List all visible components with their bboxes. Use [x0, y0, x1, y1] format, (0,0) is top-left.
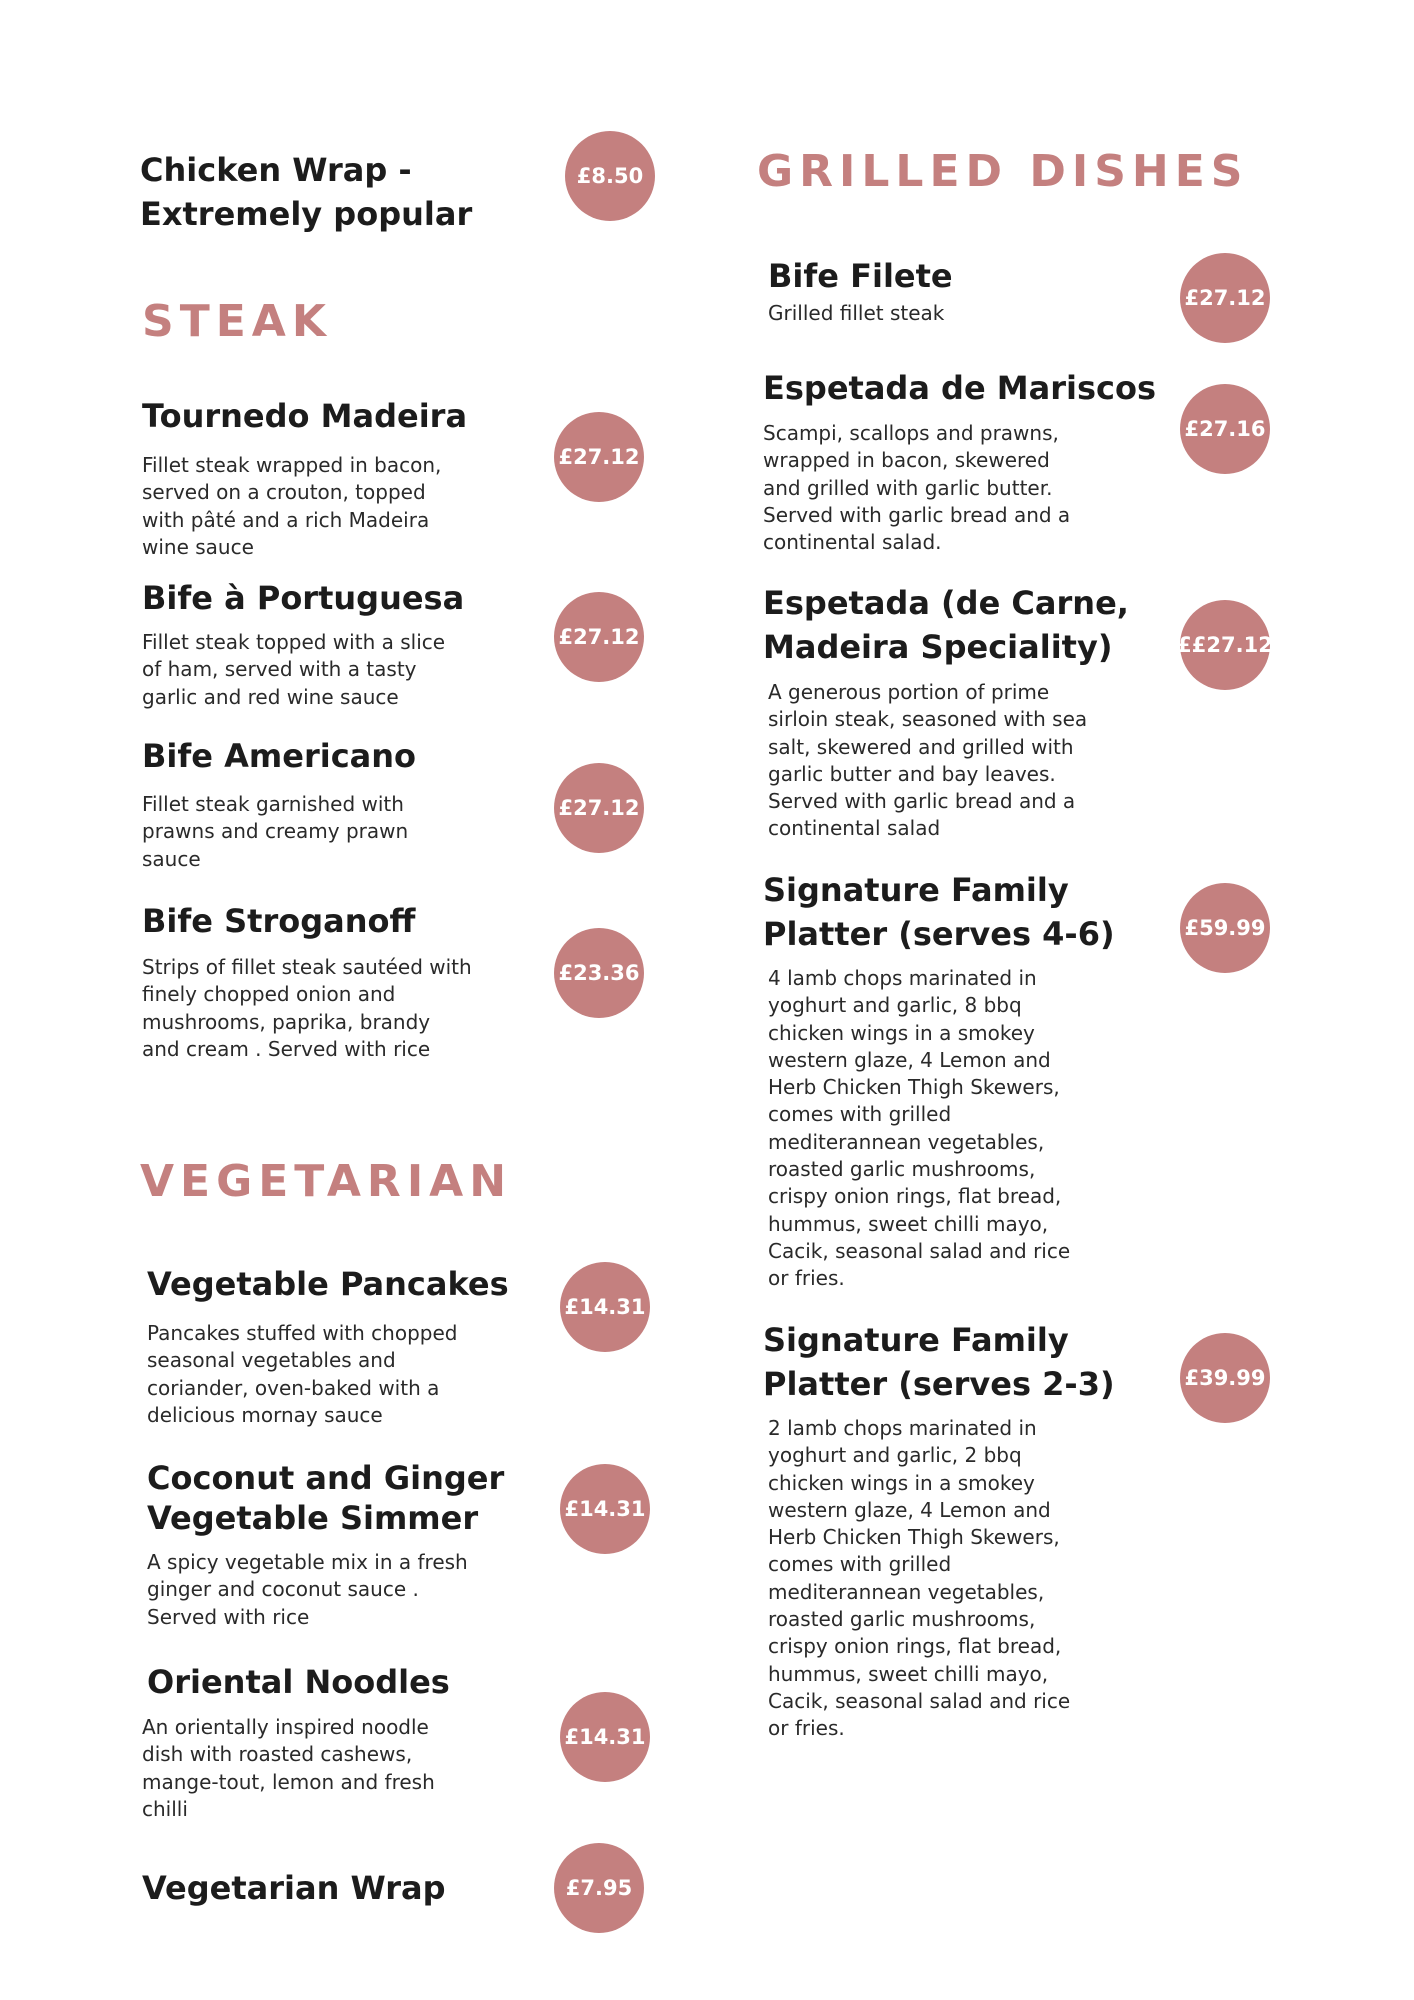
price-badge-signature-platter-4-6: £59.99	[1180, 883, 1270, 973]
price-badge-coconut-ginger-simmer: £14.31	[560, 1464, 650, 1554]
dish-name-espetada-de-carne: Espetada (de Carne, Madeira Speciality)	[763, 584, 1129, 666]
dish-name-signature-platter-2-3: Signature Family Platter (serves 2-3)	[763, 1321, 1115, 1403]
price-badge-oriental-noodles: £14.31	[560, 1692, 650, 1782]
dish-name-bife-filete: Bife Filete	[768, 257, 953, 295]
dish-name-bife-americano: Bife Americano	[142, 737, 417, 775]
dish-description-bife-filete: Grilled fillet steak	[768, 301, 945, 325]
dish-description-oriental-noodles: An orientally inspired noodle dish with roasted cashews, mange-tout, lemon and fresh chilli	[142, 1715, 435, 1821]
dish-name-signature-platter-4-6: Signature Family Platter (serves 4-6)	[763, 871, 1115, 953]
dish-name-oriental-noodles: Oriental Noodles	[147, 1663, 450, 1701]
price-badge-chicken-wrap: £8.50	[565, 131, 655, 221]
dish-name-chicken-wrap: Chicken Wrap - Extremely popular	[140, 151, 473, 233]
dish-name-espetada-de-mariscos: Espetada de Mariscos	[763, 369, 1157, 407]
price-badge-vegetarian-wrap: £7.95	[554, 1843, 644, 1933]
dish-name-bife-a-portuguesa: Bife à Portuguesa	[142, 579, 465, 617]
dish-name-vegetable-pancakes: Vegetable Pancakes	[147, 1265, 509, 1303]
dish-name-bife-stroganoff: Bife Stroganoff	[142, 902, 416, 940]
section-title-vegetarian: VEGETARIAN	[140, 1156, 513, 1207]
price-badge-vegetable-pancakes: £14.31	[560, 1262, 650, 1352]
price-badge-bife-americano: £27.12	[554, 763, 644, 853]
dish-name-tournedo-madeira: Tournedo Madeira	[142, 397, 468, 435]
dish-description-bife-a-portuguesa: Fillet steak topped with a slice of ham, served with a tasty garlic and red wine sauce	[142, 630, 446, 709]
price-badge-tournedo-madeira: £27.12	[554, 412, 644, 502]
price-badge-bife-stroganoff: £23.36	[554, 928, 644, 1018]
price-badge-espetada-de-carne: ££27.12	[1180, 600, 1270, 690]
price-badge-bife-a-portuguesa: £27.12	[554, 592, 644, 682]
dish-description-bife-stroganoff: Strips of fillet steak sautéed with finely chopped onion and mushrooms, paprika, brandy and cream . Served with rice	[142, 955, 472, 1061]
dish-name-coconut-ginger-simmer: Coconut and Ginger Vegetable Simmer	[147, 1459, 505, 1537]
section-title-steak: STEAK	[142, 296, 332, 347]
dish-description-espetada-de-mariscos: Scampi, scallops and prawns, wrapped in bacon, skewered and grilled with garlic butter. Served with garlic bread and a continental salad.	[763, 421, 1071, 555]
section-title-grilled-dishes: GRILLED DISHES	[757, 146, 1249, 197]
dish-name-vegetarian-wrap: Vegetarian Wrap	[142, 1869, 446, 1907]
dish-description-vegetable-pancakes: Pancakes stuffed with chopped seasonal vegetables and coriander, oven-baked with a delicious mornay sauce	[147, 1321, 458, 1427]
price-badge-signature-platter-2-3: £39.99	[1180, 1333, 1270, 1423]
dish-description-espetada-de-carne: A generous portion of prime sirloin steak, seasoned with sea salt, skewered and grilled with garlic butter and bay leaves. Served with garlic bread and a continental salad	[768, 680, 1088, 841]
dish-description-signature-platter-2-3: 2 lamb chops marinated in yoghurt and garlic, 2 bbq chicken wings in a smokey western glaze, 4 Lemon and Herb Chicken Thigh Skewers, comes with grilled mediterannean vegetables, roasted garlic mushrooms, crispy onion rings, flat bread, hummus, sweet chilli mayo, Cacik, seasonal salad and rice or fries.	[768, 1416, 1071, 1741]
dish-description-coconut-ginger-simmer: A spicy vegetable mix in a fresh ginger and coconut sauce . Served with rice	[147, 1550, 468, 1629]
dish-description-bife-americano: Fillet steak garnished with prawns and creamy prawn sauce	[142, 792, 409, 871]
price-badge-bife-filete: £27.12	[1180, 253, 1270, 343]
dish-description-tournedo-madeira: Fillet steak wrapped in bacon, served on a crouton, topped with pâté and a rich Madeira wine sauce	[142, 453, 442, 559]
dish-description-signature-platter-4-6: 4 lamb chops marinated in yoghurt and garlic, 8 bbq chicken wings in a smokey western glaze, 4 Lemon and Herb Chicken Thigh Skewers, comes with grilled mediterannean vegetables, roasted garlic mushrooms, crispy onion rings, flat bread, hummus, sweet chilli mayo, Cacik, seasonal salad and rice or fries.	[768, 966, 1071, 1291]
price-badge-espetada-de-mariscos: £27.16	[1180, 384, 1270, 474]
